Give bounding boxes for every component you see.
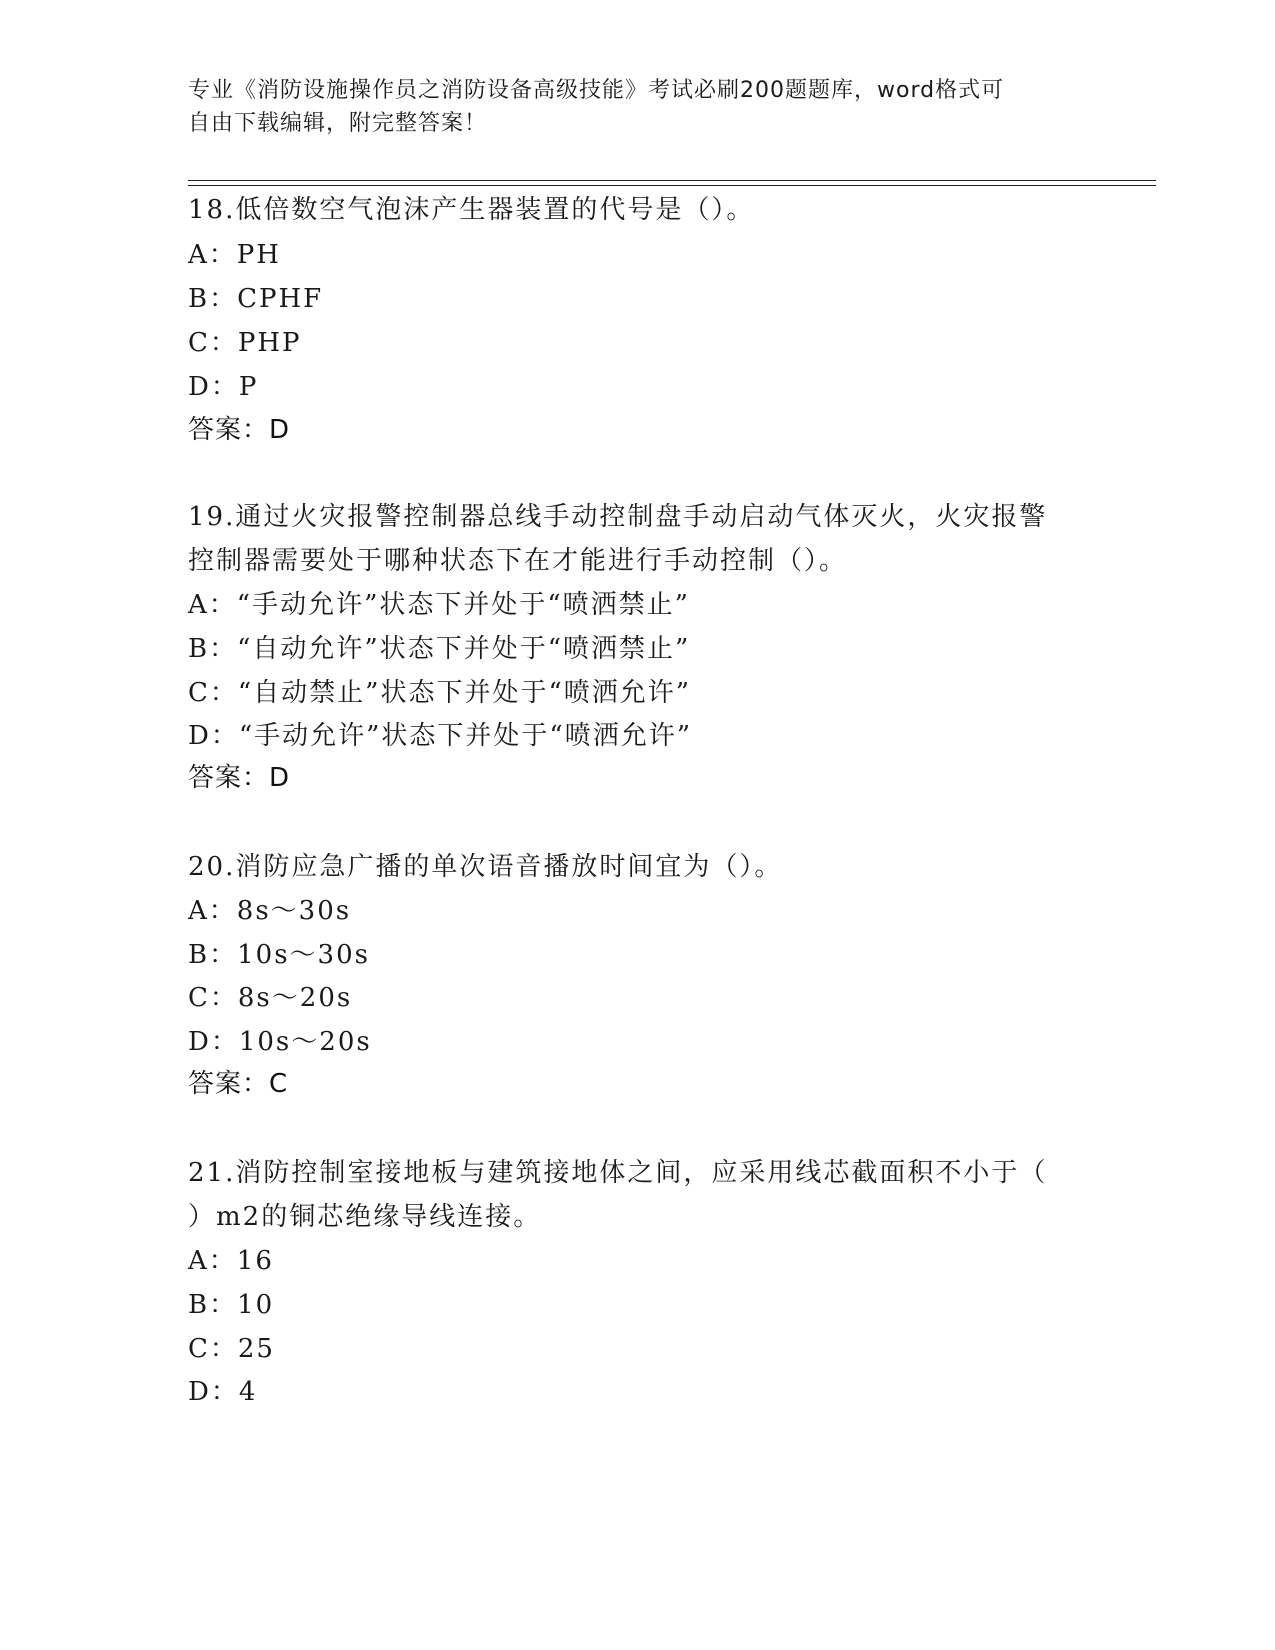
question-19-stem-line-2: 控制器需要处于哪种状态下在才能进行手动控制（）。	[188, 546, 848, 576]
question-18-option-a: A：PH	[188, 240, 281, 270]
question-20-option-b: B：10s～30s	[188, 940, 370, 970]
question-19-answer: 答案：D	[188, 763, 291, 793]
question-21-option-d: D：4	[188, 1377, 258, 1407]
question-20-stem: 20.消防应急广播的单次语音播放时间宜为（）。	[188, 852, 783, 882]
question-18-option-d: D：P	[188, 372, 259, 402]
question-20-option-c: C：8s～20s	[188, 983, 353, 1013]
question-20-answer: 答案：C	[188, 1069, 289, 1099]
question-19-option-b: B：“自动允许”状态下并处于“喷洒禁止”	[188, 634, 691, 664]
document-header	[188, 74, 1088, 140]
question-20-option-d: D：10s～20s	[188, 1027, 372, 1057]
question-19-stem-line-1: 19.通过火灾报警控制器总线手动控制盘手动启动气体灭火，火灾报警	[188, 502, 1048, 532]
header-divider-bottom	[188, 185, 1156, 186]
question-18-stem: 18.低倍数空气泡沫产生器装置的代号是（）。	[188, 195, 755, 225]
question-18-answer: 答案：D	[188, 415, 291, 445]
question-21-option-b: B：10	[188, 1290, 275, 1320]
question-19-option-c: C：“自动禁止”状态下并处于“喷洒允许”	[188, 678, 692, 708]
question-21-option-c: C：25	[188, 1334, 275, 1364]
header-line-1: 专业《消防设施操作员之消防设备高级技能》考试必刷200题题库，word格式可	[188, 78, 1005, 103]
header-line-2: 自由下载编辑，附完整答案！	[188, 111, 488, 136]
question-18-option-b: B：CPHF	[188, 284, 324, 314]
question-20-option-a: A：8s～30s	[188, 896, 352, 926]
question-21-stem-line-2: ）m2的铜芯绝缘导线连接。	[188, 1202, 542, 1232]
question-19-option-a: A：“手动允许”状态下并处于“喷洒禁止”	[188, 590, 690, 620]
question-19-option-d: D：“手动允许”状态下并处于“喷洒允许”	[188, 721, 693, 751]
question-21-option-a: A：16	[188, 1246, 274, 1276]
question-18-option-c: C：PHP	[188, 328, 302, 358]
question-21-stem-line-1: 21.消防控制室接地板与建筑接地体之间，应采用线芯截面积不小于（	[188, 1158, 1048, 1188]
header-divider-top	[188, 180, 1156, 181]
